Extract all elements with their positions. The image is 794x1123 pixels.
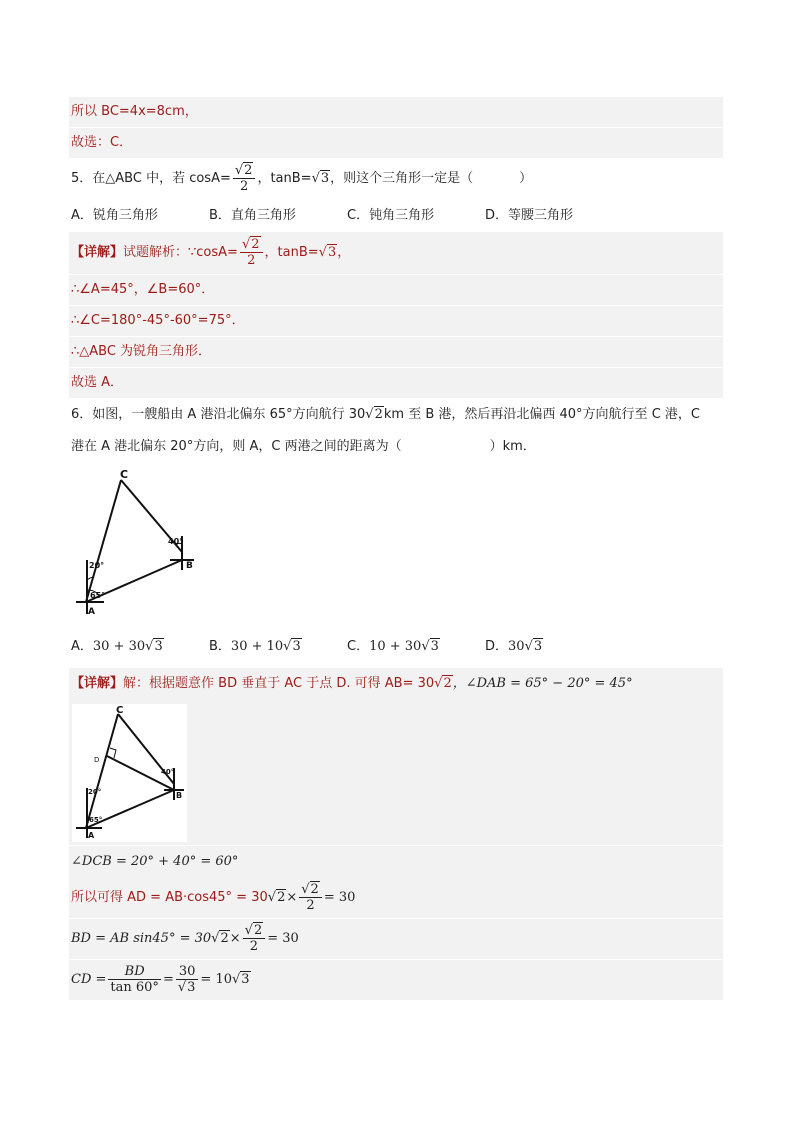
q6-option-d[interactable]: D．30√3 [485, 639, 543, 654]
q6-solution-figure [72, 704, 187, 842]
q5-sol-cos-fraction: $\frac{√2}{2}$ [240, 237, 263, 268]
q6-solution-tag: 【详解】 [71, 676, 124, 691]
q5-option-c[interactable]: C．钝角三角形 [347, 208, 435, 223]
q6-option-d-pre: 30 [508, 639, 525, 654]
q6-solution-line-4 [69, 919, 723, 959]
q5-stem-d: ） [519, 171, 533, 186]
prev-solution-line-2 [69, 128, 723, 158]
q5-solution-line-3 [69, 306, 723, 336]
q6-sol-label-a: A [88, 831, 95, 840]
prev-solution-line-1 [69, 97, 723, 127]
q6-sol-l3-b: × [286, 890, 298, 905]
q6-sol-l4-sqrt: √2 [211, 931, 229, 946]
q5-solution-tag: 【详解】 [71, 245, 124, 260]
q6-sol-l3-sqrt: √2 [267, 890, 286, 905]
q6-sol-angle-20: 20° [88, 788, 102, 796]
q6-label-c: C [120, 468, 129, 481]
q5-stem-a: 在△ABC 中，若 cosA= [92, 171, 231, 186]
q5-sol-l2: ∴∠A=45°，∠B=60°． [71, 282, 215, 297]
q6-sol-l1-sqrt: √2 [434, 676, 452, 691]
q6-option-a[interactable]: A．30 + 30√3 [71, 639, 163, 654]
q6-sol-label-d: D [94, 756, 100, 764]
q6-option-b[interactable]: B．30 + 10√3 [209, 639, 301, 654]
q6-solution-line-2 [69, 846, 723, 878]
q6-sol-l3-rad: 2 [277, 890, 286, 905]
q5-solution-line-5 [69, 368, 723, 398]
q6-sol-l5-den2: 3 [187, 980, 196, 995]
q6-option-d-rad: 3 [533, 639, 543, 654]
q5-option-a[interactable]: A．锐角三角形 [71, 208, 158, 223]
q6-l1-rad: 2 [374, 407, 383, 422]
q6-sol-l5-a: CD = [71, 972, 107, 987]
q5-cos-fraction: $\frac{√2}{2}$ [233, 163, 256, 194]
q6-option-b-pre: 30 + 10 [230, 639, 284, 654]
q6-sol-l2: ∠DCB = 20° + 40° = 60° [71, 854, 239, 869]
q6-angle-20: 20° [89, 561, 105, 570]
q5-sol-tan-sqrt: √3 [318, 245, 337, 260]
q6-sol-l4-fraction: $\frac{√2}{2}$ [243, 923, 266, 954]
q6-l2-b: ）km． [489, 439, 536, 454]
q6-option-c-rad: 3 [430, 639, 439, 654]
q6-line-ac [86, 480, 121, 602]
q6-sol-l1-b: ，∠DAB = 65° − 20° = 45° [452, 676, 633, 691]
q5-number: 5． [71, 171, 93, 186]
q6-number: 6． [71, 407, 93, 422]
q6-option-a-label: A． [71, 639, 93, 654]
q5-solution-line-2 [69, 275, 723, 305]
q6-option-c-pre: 10 + 30 [369, 639, 422, 654]
q6-sol-l3-num: 2 [310, 882, 319, 897]
q6-sol-angle-65: 65° [89, 816, 103, 824]
q6-sol-l5-num2: 30 [176, 964, 199, 980]
q5-sol-l5: 故选 A． [71, 375, 124, 390]
q5-stem-b: ，tanB= [257, 171, 312, 186]
q6-sol-l5-num: BD [108, 964, 161, 980]
q5-sol-l4: ∴△ABC 为锐角三角形． [71, 344, 212, 359]
q6-sol-l4-c: = 30 [267, 931, 299, 946]
q6-sol-l5-den: tan 60° [110, 980, 159, 995]
q6-sol-l5-sqrt: √3 [232, 972, 250, 987]
q6-angle-40: 40° [168, 537, 184, 546]
q6-sol-line-ac [86, 714, 118, 828]
q6-sol-l5-c: = 10 [200, 972, 232, 987]
q6-sol-l5-b: = [162, 972, 174, 987]
q5-solution-line-4 [69, 337, 723, 367]
q6-option-b-rad: 3 [292, 639, 301, 654]
q6-solution-line-1 [69, 668, 723, 700]
q6-sol-l3-fraction: $\frac{√2}{2}$ [299, 882, 322, 913]
q6-sol-l1-rad: 2 [443, 676, 452, 691]
q6-label-a: A [88, 607, 95, 617]
q6-sol-l4-b: × [229, 931, 241, 946]
q5-tan-rad: 3 [320, 171, 330, 186]
q6-stem-line-1 [69, 400, 723, 430]
q5-option-d[interactable]: D．等腰三角形 [485, 208, 574, 223]
q6-sol-l3-den: 2 [306, 898, 315, 913]
q6-figure [72, 468, 202, 618]
q6-sol-l3-a: 所以可得 AD = AB·cos45° = 30 [71, 890, 268, 905]
q6-sol-label-c: C [116, 705, 124, 716]
q6-angle-65: 65° [90, 591, 106, 600]
q5-sol-tan-rad: 3 [327, 245, 337, 260]
q6-option-a-pre: 30 + 30 [92, 639, 146, 654]
q5-sol-l3: ∴∠C=180°-45°-60°=75°． [71, 313, 245, 328]
q6-solution-line-5 [69, 960, 723, 1000]
q5-tan-sqrt: √3 [311, 171, 330, 186]
q6-sol-l5-fraction-2: $\frac{30}{√3}$ [176, 964, 199, 995]
q5-solution-line-1 [69, 232, 723, 274]
q5-sol-cos-den: 2 [247, 253, 256, 268]
q6-l1-a: 如图，一艘船由 A 港沿北偏东 65°方向航行 30 [92, 407, 366, 422]
q6-sol-l5-fraction-1 [108, 964, 161, 995]
q6-l1-b: km 至 B 港，然后再沿北偏西 40°方向航行至 C 港，C [383, 407, 700, 422]
q6-options [69, 634, 723, 660]
q6-l2-a: 港在 A 港北偏东 20°方向，则 A，C 两港之间的距离为（ [71, 439, 402, 454]
q6-sol-l1-a: 解：根据题意作 BD 垂直于 AC 于点 D. 可得 AB= 30 [123, 676, 435, 691]
q6-l1-sqrt: √2 [365, 407, 383, 422]
q6-sol-angle-40: 40° [161, 768, 175, 776]
q6-solution-line-3 [69, 878, 723, 918]
q6-label-b: B [186, 561, 193, 571]
q6-sol-label-b: B [176, 791, 183, 800]
prev-line-1-text: 所以 BC=4x=8cm， [71, 104, 198, 119]
q5-sol-cos-num: 2 [251, 237, 260, 252]
q6-sol-l5-rad: 3 [241, 972, 250, 987]
q5-cos-den: 2 [240, 179, 249, 194]
q6-sol-l4-den: 2 [249, 939, 259, 954]
q5-option-b[interactable]: B．直角三角形 [209, 208, 296, 223]
q6-sol-l4-a: BD = AB sin45° = 30 [71, 931, 212, 946]
prev-line-2-text: 故选：C． [71, 135, 133, 150]
q5-sol-l1-b: ，tanB= [264, 245, 319, 260]
q6-sol-l3-c: = 30 [323, 890, 356, 905]
q6-option-c[interactable]: C．10 + 30√3 [347, 639, 439, 654]
q5-sol-l1-a: 试题解析：∵cosA= [123, 245, 238, 260]
q6-sol-l4-rad: 2 [220, 931, 229, 946]
q6-option-d-label: D． [485, 639, 509, 654]
q6-sol-l4-num: 2 [253, 923, 263, 938]
q5-sol-l1-c: ， [337, 245, 351, 260]
q6-option-a-rad: 3 [154, 639, 163, 654]
q5-cos-num: 2 [244, 163, 253, 178]
q6-option-b-label: B． [209, 639, 231, 654]
q5-options [69, 203, 723, 229]
q6-option-c-label: C． [347, 639, 370, 654]
q5-stem-c: ，则这个三角形一定是（ [330, 171, 474, 186]
q5-stem [69, 160, 723, 198]
q6-sol-right-angle [110, 748, 116, 758]
q6-stem-line-2 [69, 432, 723, 462]
